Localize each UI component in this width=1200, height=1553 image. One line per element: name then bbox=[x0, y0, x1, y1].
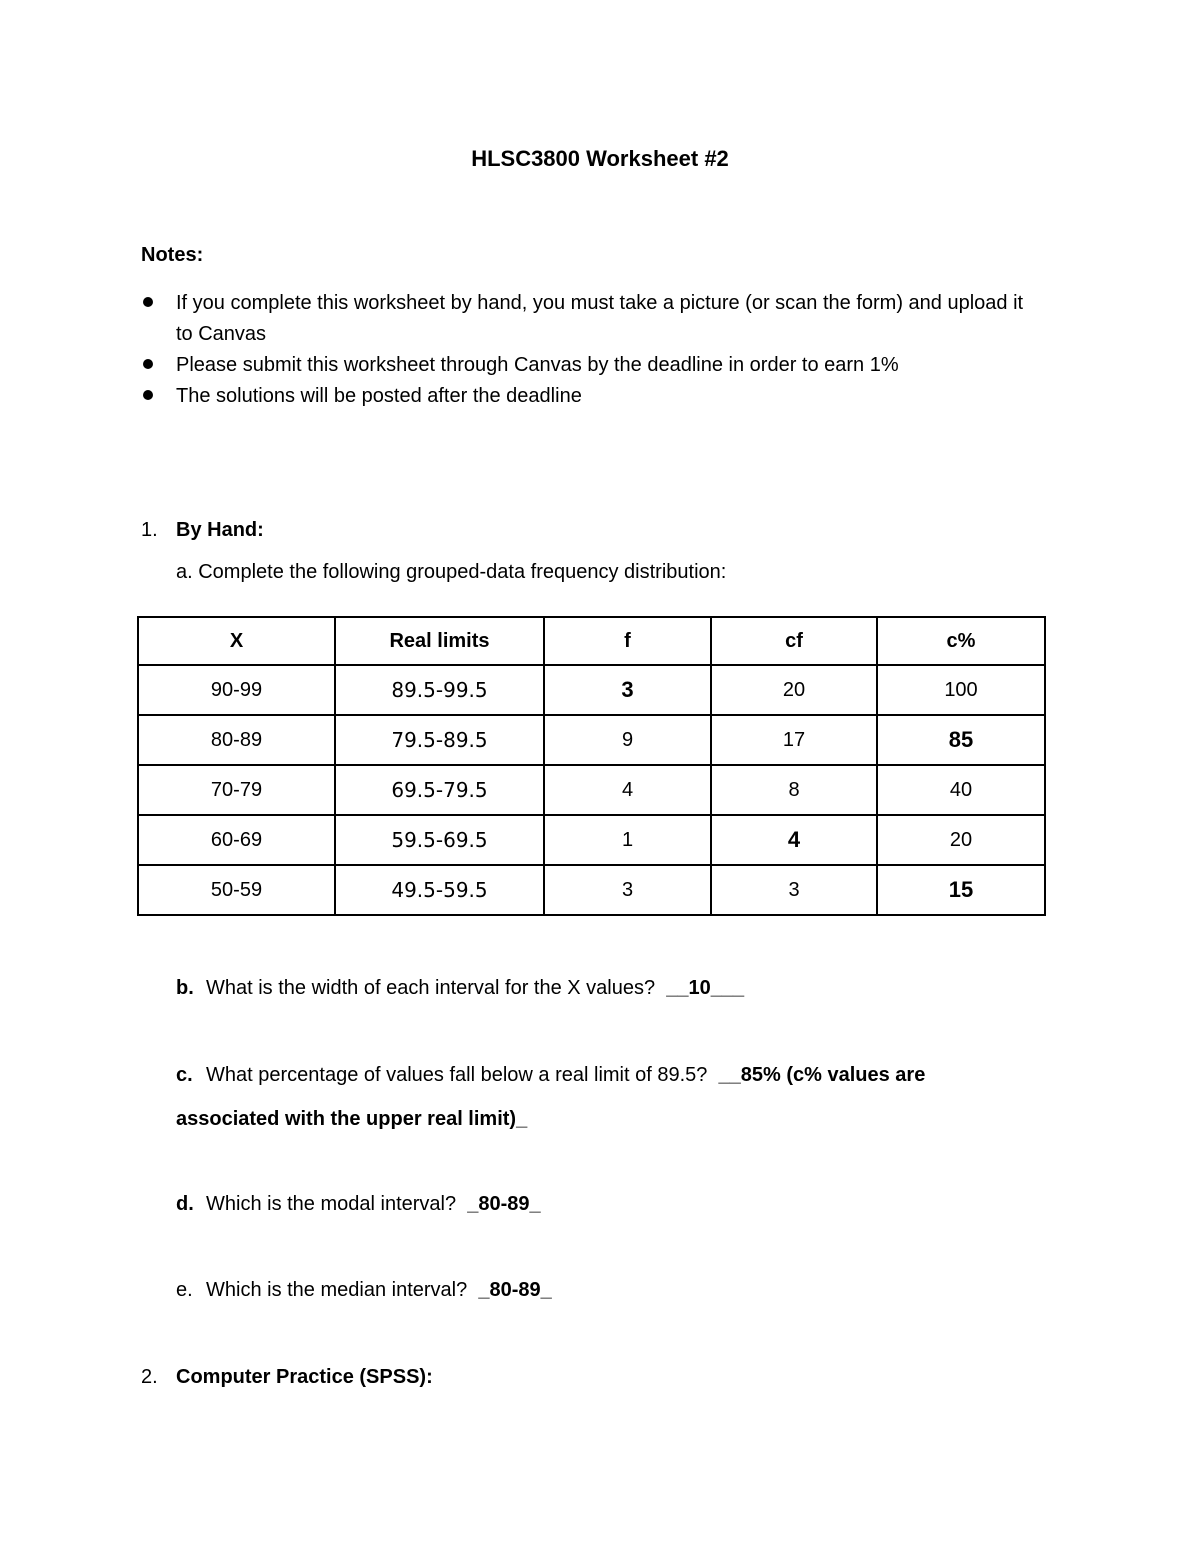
cell-x: 80-89 bbox=[138, 715, 335, 765]
table-row bbox=[138, 865, 1045, 915]
cell-x: 90-99 bbox=[138, 665, 335, 715]
answer-text: __10___ bbox=[666, 977, 745, 999]
header-c-percent: c% bbox=[877, 617, 1045, 665]
table-row bbox=[138, 765, 1045, 815]
answer-text: __85% (c% values are bbox=[718, 1064, 926, 1086]
question-text: What percentage of values fall below a real limit of 89.5? bbox=[206, 1064, 708, 1086]
frequency-table bbox=[137, 616, 1046, 916]
header-f: f bbox=[544, 617, 711, 665]
question-1-heading bbox=[141, 519, 264, 542]
question-1b bbox=[176, 977, 744, 1000]
table-header-row bbox=[138, 617, 1045, 665]
question-label: By Hand: bbox=[176, 519, 264, 541]
cell-c-percent: 100 bbox=[877, 665, 1045, 715]
cell-f: 9 bbox=[544, 715, 711, 765]
question-letter: c. bbox=[176, 1064, 193, 1086]
cell-c-percent: 20 bbox=[877, 815, 1045, 865]
question-text: What is the width of each interval for the X values? bbox=[206, 977, 656, 999]
list-item: If you complete this worksheet by hand, you must take a picture (or scan the form) and upload it to Canvas bbox=[141, 288, 1041, 350]
cell-f: 4 bbox=[544, 765, 711, 815]
question-1d bbox=[176, 1193, 541, 1216]
list-item: Please submit this worksheet through Canvas by the deadline in order to earn 1% bbox=[141, 350, 1041, 381]
table-row bbox=[138, 715, 1045, 765]
header-x: X bbox=[138, 617, 335, 665]
cell-real-limits: 79.5-89.5 bbox=[335, 715, 544, 765]
notes-heading: Notes: bbox=[141, 244, 204, 266]
table-row bbox=[138, 665, 1045, 715]
cell-real-limits: 59.5-69.5 bbox=[335, 815, 544, 865]
cell-cf: 4 bbox=[711, 815, 877, 865]
answer-text: _80-89_ bbox=[467, 1193, 541, 1215]
question-number: 1. bbox=[141, 519, 158, 541]
cell-x: 50-59 bbox=[138, 865, 335, 915]
cell-cf: 20 bbox=[711, 665, 877, 715]
cell-real-limits: 49.5-59.5 bbox=[335, 865, 544, 915]
cell-f: 3 bbox=[544, 865, 711, 915]
cell-cf: 17 bbox=[711, 715, 877, 765]
question-text: Which is the median interval? bbox=[206, 1279, 468, 1301]
question-2-heading bbox=[141, 1366, 433, 1389]
question-text: Which is the modal interval? bbox=[206, 1193, 457, 1215]
answer-continuation: associated with the upper real limit)_ bbox=[176, 1108, 528, 1130]
cell-x: 70-79 bbox=[138, 765, 335, 815]
table-row bbox=[138, 815, 1045, 865]
cell-f: 1 bbox=[544, 815, 711, 865]
cell-c-percent: 40 bbox=[877, 765, 1045, 815]
header-real-limits: Real limits bbox=[335, 617, 544, 665]
question-letter: d. bbox=[176, 1193, 194, 1215]
page-title: HLSC3800 Worksheet #2 bbox=[471, 146, 729, 171]
cell-cf: 3 bbox=[711, 865, 877, 915]
question-1c bbox=[176, 1064, 925, 1087]
cell-c-percent: 15 bbox=[877, 865, 1045, 915]
cell-x: 60-69 bbox=[138, 815, 335, 865]
question-1a: a. Complete the following grouped-data frequency distribution: bbox=[176, 561, 727, 583]
question-number: 2. bbox=[141, 1366, 158, 1388]
cell-real-limits: 69.5-79.5 bbox=[335, 765, 544, 815]
cell-f: 3 bbox=[544, 665, 711, 715]
cell-cf: 8 bbox=[711, 765, 877, 815]
question-label: Computer Practice (SPSS): bbox=[176, 1366, 433, 1388]
cell-c-percent: 85 bbox=[877, 715, 1045, 765]
question-letter: e. bbox=[176, 1279, 193, 1301]
answer-text: _80-89_ bbox=[478, 1279, 552, 1301]
cell-real-limits: 89.5-99.5 bbox=[335, 665, 544, 715]
notes-list bbox=[141, 288, 1041, 412]
question-letter: b. bbox=[176, 977, 194, 999]
header-cf: cf bbox=[711, 617, 877, 665]
question-1e bbox=[176, 1279, 552, 1302]
list-item: The solutions will be posted after the deadline bbox=[141, 381, 1041, 412]
